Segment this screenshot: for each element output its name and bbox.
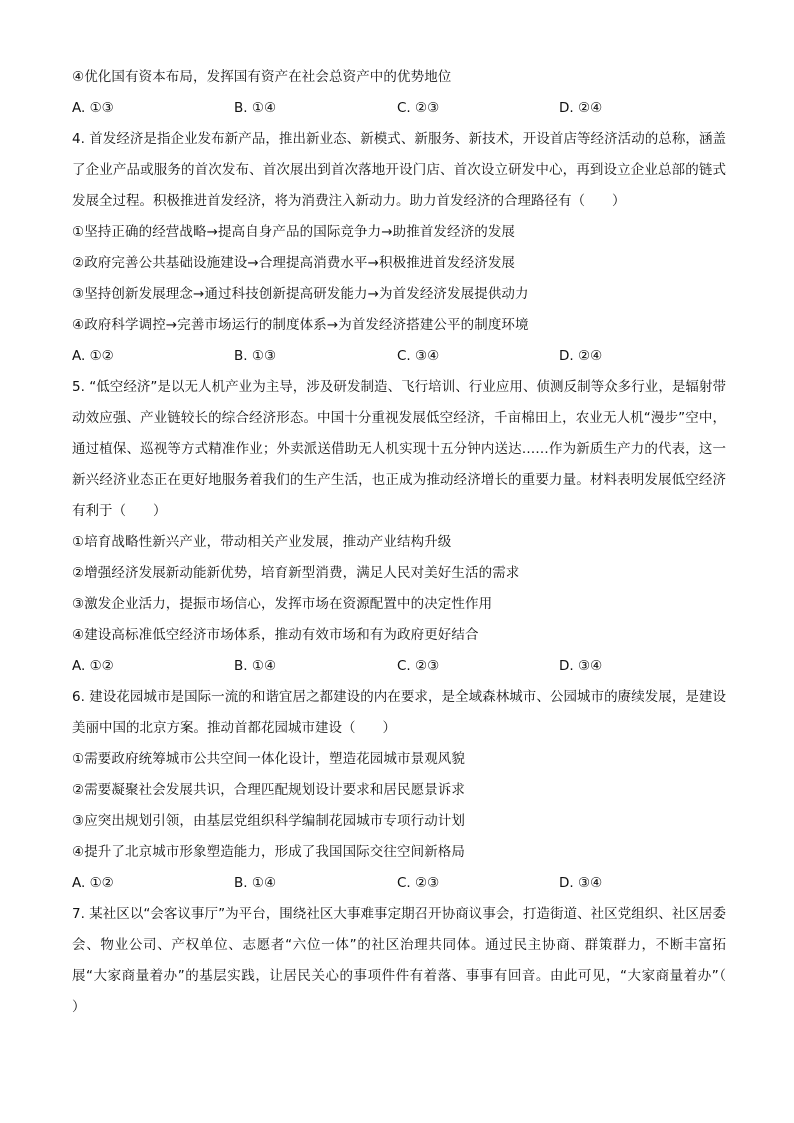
q6-item-3: ③应突出规划引领，由基层党组织科学编制花园城市专项行动计划: [72, 813, 466, 829]
q4-item-1: ①坚持正确的经营战略→提高自身产品的国际竞争力→助推首发经济的发展: [72, 224, 516, 240]
q5-option-c: C. ②③: [397, 658, 440, 674]
q4-option-c: C. ③④: [397, 348, 440, 364]
q6-option-c: C. ②③: [397, 875, 440, 891]
q6-stem: 6. 建设花园城市是国际一流的和谐宜居之都建设的内在要求，是全域森林城市、公园城市的赓续发展，是建设美丽中国的北京方案。推动首都花园城市建设（ ）: [72, 689, 726, 736]
q5-stem: 5. “低空经济”是以无人机产业为主导，涉及研发制造、飞行培训、行业应用、侦测反制等众多行业，是辐射带动效应强、产业链较长的综合经济形态。中国十分重视发展低空经济，千亩棉田上，农业无人机“漫步”空中，通过植保、巡视等方式精准作业；外卖派送借助无人机实现十五分钟内送达……作为新质生产力的代表，这一新兴经济业态正在更好地服务着我们的生产生活，也正成为推动经济增长的重要力量。材料表明发展低空经济有利于（ ）: [72, 379, 726, 519]
q6-item-4: ④提升了北京城市形象塑造能力，形成了我国国际交往空间新格局: [72, 844, 466, 860]
q6-option-b: B. ①④: [234, 875, 277, 891]
q3-option-b: B. ①④: [234, 100, 277, 116]
q3-item-4: ④优化国有资本布局，发挥国有资产在社会总资产中的优势地位: [72, 69, 452, 85]
q6-item-1: ①需要政府统筹城市公共空间一体化设计，塑造花园城市景观风貌: [72, 751, 466, 767]
q3-option-d: D. ②④: [559, 100, 603, 116]
q5-options: [72, 651, 726, 682]
q6-item-2: ②需要凝聚社会发展共识，合理匹配规划设计要求和居民愿景诉求: [72, 782, 466, 798]
q5-option-d: D. ③④: [559, 658, 603, 674]
q5-option-b: B. ①④: [234, 658, 277, 674]
q5-item-1: ①培育战略性新兴产业，带动相关产业发展，推动产业结构升级: [72, 534, 452, 550]
q4-option-a: A. ①②: [72, 348, 114, 364]
q6-option-d: D. ③④: [559, 875, 603, 891]
q3-option-c: C. ②③: [397, 100, 440, 116]
q6-options: [72, 868, 726, 899]
q7-stem: 7. 某社区以“会客议事厅”为平台，围绕社区大事难事定期召开协商议事会，打造街道、社区党组织、社区居委会、物业公司、产权单位、志愿者“六位一体”的社区治理共同体。通过民主协商、群策群力，不断丰富拓展“大家商量着办”的基层实践，让居民关心的事项件件有着落、事事有回音。由此可见，“大家商量着办”（ ）: [72, 906, 753, 1015]
q5-item-2: ②增强经济发展新动能新优势，培育新型消费，满足人民对美好生活的需求: [72, 565, 520, 581]
q6-option-a: A. ①②: [72, 875, 114, 891]
q5-item-3: ③激发企业活力，提振市场信心，发挥市场在资源配置中的决定性作用: [72, 596, 493, 612]
q4-item-3: ③坚持创新发展理念→通过科技创新提高研发能力→为首发经济发展提供动力: [72, 286, 529, 302]
q3-options: [72, 93, 726, 124]
q4-option-b: B. ①③: [234, 348, 277, 364]
q5-item-4: ④建设高标准低空经济市场体系，推动有效市场和有为政府更好结合: [72, 627, 479, 643]
q4-stem: 4. 首发经济是指企业发布新产品，推出新业态、新模式、新服务、新技术，开设首店等经济活动的总称，涵盖了企业产品或服务的首次发布、首次展出到首次落地开设门店、首次设立研发中心，再到设立企业总部的链式发展全过程。积极推进首发经济，将为消费注入新动力。助力首发经济的合理路径有（ ）: [72, 131, 726, 209]
q4-option-d: D. ②④: [559, 348, 603, 364]
q5-option-a: A. ①②: [72, 658, 114, 674]
q4-options: [72, 341, 726, 372]
q3-option-a: A. ①③: [72, 100, 114, 116]
q4-item-4: ④政府科学调控→完善市场运行的制度体系→为首发经济搭建公平的制度环境: [72, 317, 529, 333]
q4-item-2: ②政府完善公共基础设施建设→合理提高消费水平→积极推进首发经济发展: [72, 255, 516, 271]
page-content: [72, 62, 753, 1023]
